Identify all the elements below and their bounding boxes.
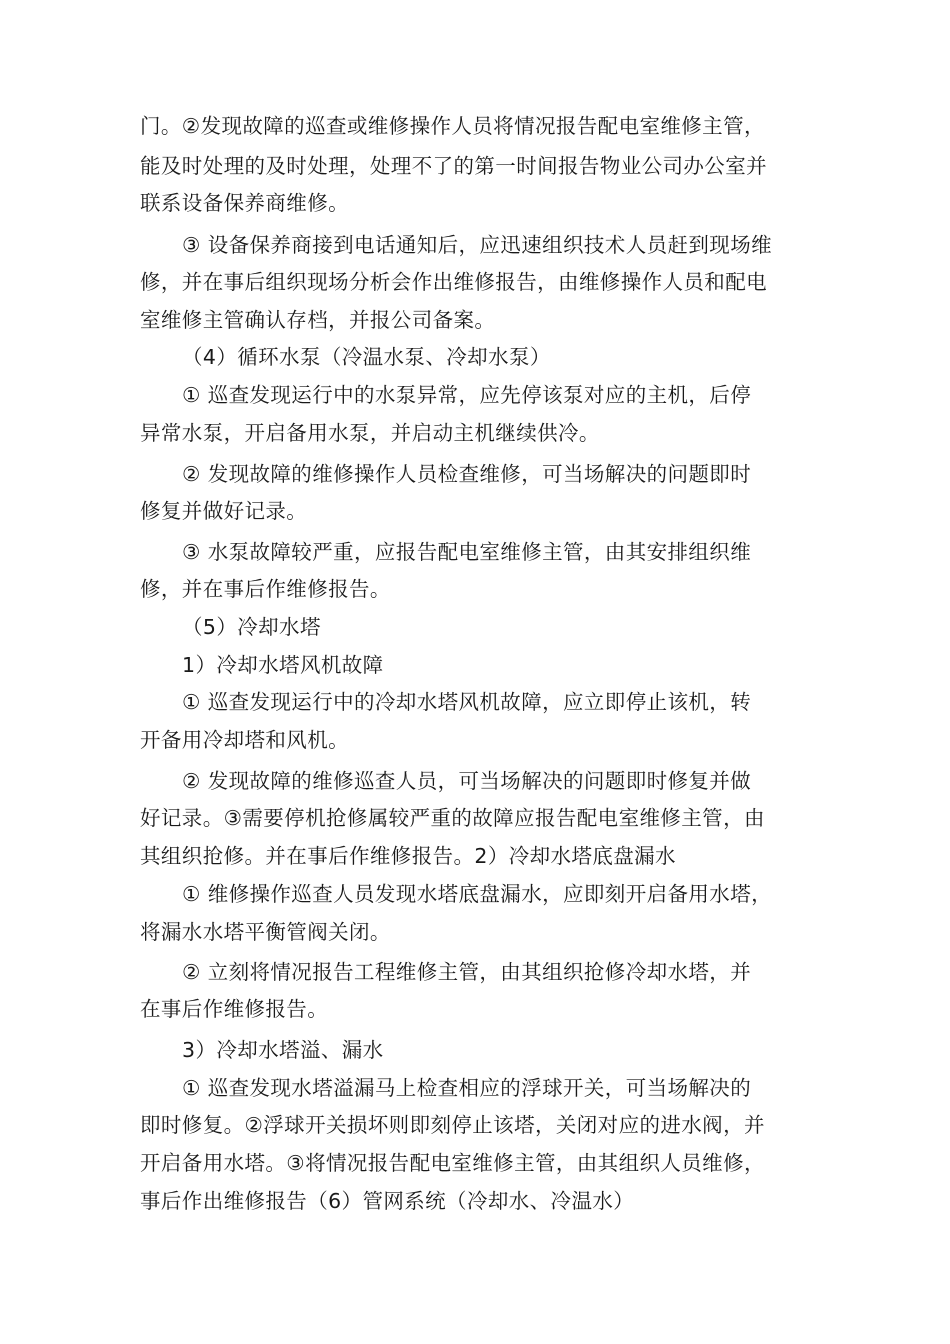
- text-line: 开启备用水塔。③将情况报告配电室维修主管，由其组织人员维修，: [140, 1151, 765, 1175]
- text-line: 即时修复。②浮球开关损坏则即刻停止该塔，关闭对应的进水阀，并: [140, 1113, 765, 1137]
- text-line: 将漏水水塔平衡管阀关闭。: [140, 920, 391, 944]
- section-heading: （5）冷却水塔: [182, 615, 321, 639]
- text-line: ① 巡查发现运行中的冷却水塔风机故障，应立即停止该机，转: [182, 690, 752, 714]
- text-line: 异常水泵，开启备用水泵，并启动主机继续供冷。: [140, 421, 600, 445]
- text-line: ③ 水泵故障较严重，应报告配电室维修主管，由其安排组织维: [182, 540, 752, 564]
- text-line: ② 发现故障的维修操作人员检查维修，可当场解决的问题即时: [182, 462, 752, 486]
- text-line: ① 巡查发现运行中的水泵异常，应先停该泵对应的主机，后停: [182, 383, 752, 407]
- text-line: 能及时处理的及时处理，处理不了的第一时间报告物业公司办公室并: [140, 154, 767, 178]
- text-line: 修，并在事后组织现场分析会作出维修报告，由维修操作人员和配电: [140, 270, 767, 294]
- text-line: ① 维修操作巡查人员发现水塔底盘漏水，应即刻开启备用水塔，: [182, 882, 772, 906]
- text-line: 事后作出维修报告（6）管网系统（冷却水、冷温水）: [140, 1189, 635, 1213]
- text-line: ② 发现故障的维修巡查人员，可当场解决的问题即时修复并做: [182, 769, 752, 793]
- section-heading: （4）循环水泵（冷温水泵、冷却水泵）: [182, 345, 551, 369]
- text-line: ② 立刻将情况报告工程维修主管，由其组织抢修冷却水塔，并: [182, 960, 752, 984]
- text-line: 修复并做好记录。: [140, 499, 308, 523]
- text-line: 好记录。③需要停机抢修属较严重的故障应报告配电室维修主管，由: [140, 806, 765, 830]
- text-line: 其组织抢修。并在事后作维修报告。2）冷却水塔底盘漏水: [140, 844, 676, 868]
- text-line: ① 巡查发现水塔溢漏马上检查相应的浮球开关，可当场解决的: [182, 1076, 752, 1100]
- text-line: 室维修主管确认存档，并报公司备案。: [140, 308, 496, 332]
- text-line: 修，并在事后作维修报告。: [140, 577, 391, 601]
- text-line: 门。②发现故障的巡查或维修操作人员将情况报告配电室维修主管，: [140, 114, 765, 138]
- text-line: ③ 设备保养商接到电话通知后，应迅速组织技术人员赶到现场维: [182, 233, 772, 257]
- subsection-heading: 1）冷却水塔风机故障: [182, 653, 384, 677]
- text-line: 在事后作维修报告。: [140, 997, 329, 1021]
- text-line: 开备用冷却塔和风机。: [140, 728, 349, 752]
- subsection-heading: 3）冷却水塔溢、漏水: [182, 1038, 384, 1062]
- text-line: 联系设备保养商维修。: [140, 191, 349, 215]
